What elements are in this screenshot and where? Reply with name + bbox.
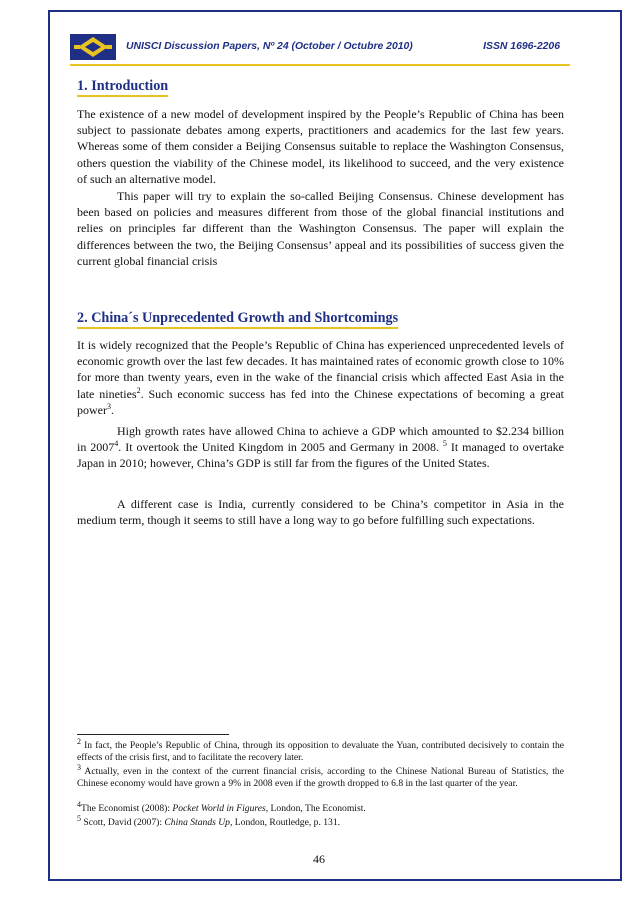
footnote-ref-4[interactable]: 4 bbox=[114, 439, 119, 449]
footnote-number: 2 bbox=[77, 736, 81, 746]
section-heading-introduction: 1. Introduction bbox=[77, 78, 168, 95]
paragraph-intro-1: The existence of a new model of development inspired by the People’s Republic of China has been subject to passionate debates among experts, practitioners and academics for the last few years. Whereas some of them consider a Beijing Consensus suitable to replace the Washington Consensus, others question the viability of the Chinese model, its likelihood to succeed, and the very existence of such an alternative model. bbox=[77, 107, 564, 186]
footnote-ref-3[interactable]: 3 bbox=[107, 401, 111, 411]
page-number: 46 bbox=[313, 852, 325, 866]
footnote-2: $^2$ In fact, the People’s Republic of China, through its opposition to devaluate the Yuan, contributed decisively to contain the effects of the crisis first, and to facilitate the recovery later. bbox=[77, 736, 564, 764]
footnote-ref-2[interactable]: 2 bbox=[136, 385, 141, 395]
section-heading-growth: 2. China´s Unprecedented Growth and Shortcomings bbox=[77, 310, 398, 327]
book-title: Pocket World in Figures bbox=[172, 803, 266, 814]
footnote-ref-5[interactable]: 5 bbox=[442, 439, 447, 449]
footnote-number: 4 bbox=[77, 799, 81, 809]
paragraph-growth-1: It is widely recognized that the People’s Republic of China has experienced unprecedented levels of economic growth over the last few decades. It has maintained rates of economic growth close to 10% for more than twenty years, even in the wake of the financial crisis which affected East Asia in the late nineties$^2$. Such economic success has fed into the Chinese expectations of becoming a great power$^3$. bbox=[77, 338, 564, 417]
journal-title: UNISCI Discussion Papers, Nº 24 (October / Octubre 2010) bbox=[126, 41, 413, 52]
paragraph-growth-2: High growth rates have allowed China to achieve a GDP which amounted to $2.234 billion in 2007$^4$. It overtook the United Kingdom in 2005 and Germany in 2008. $^5$ It managed to overtake Japan in 2010; however, China’s GDP is still far from the figures of the United States. bbox=[77, 424, 564, 471]
footnote-number: 3 bbox=[77, 762, 81, 772]
paragraph-intro-2: This paper will try to explain the so-called Beijing Consensus. Chinese development has been based on policies and measures different from those of the global financial institutions and relies on principles far different than the Washington Consensus. The paper will explain the differences between the two, the Beijing Consensus’ appeal and its possibilities of success given the current global financial crisis bbox=[77, 189, 564, 268]
footnote-3: $^3$ Actually, even in the context of the current financial crisis, according to the Chinese National Bureau of Statistics, the Chinese economy would have grown a 9% in 2008 even if the growth dropped to 6.8 in the last quarter of the year. bbox=[77, 762, 564, 790]
book-title: China Stands Up bbox=[164, 817, 230, 828]
paragraph-growth-3: A different case is India, currently considered to be China’s competitor in Asia in the medium term, though it seems to still have a long way to go before fulfilling such expectations. bbox=[77, 497, 564, 528]
footnote-4: $^4$The Economist (2008): Pocket World in Figures, London, The Economist. bbox=[77, 799, 366, 814]
footnote-5: $^5$ Scott, David (2007): China Stands Up, London, Routledge, p. 131. bbox=[77, 813, 341, 828]
header-divider bbox=[70, 64, 570, 66]
unisci-logo-icon bbox=[70, 34, 116, 60]
footnote-number: 5 bbox=[77, 813, 81, 823]
page-header bbox=[70, 28, 570, 68]
issn-label: ISSN 1696-2206 bbox=[483, 41, 560, 52]
footnote-divider bbox=[77, 734, 229, 735]
